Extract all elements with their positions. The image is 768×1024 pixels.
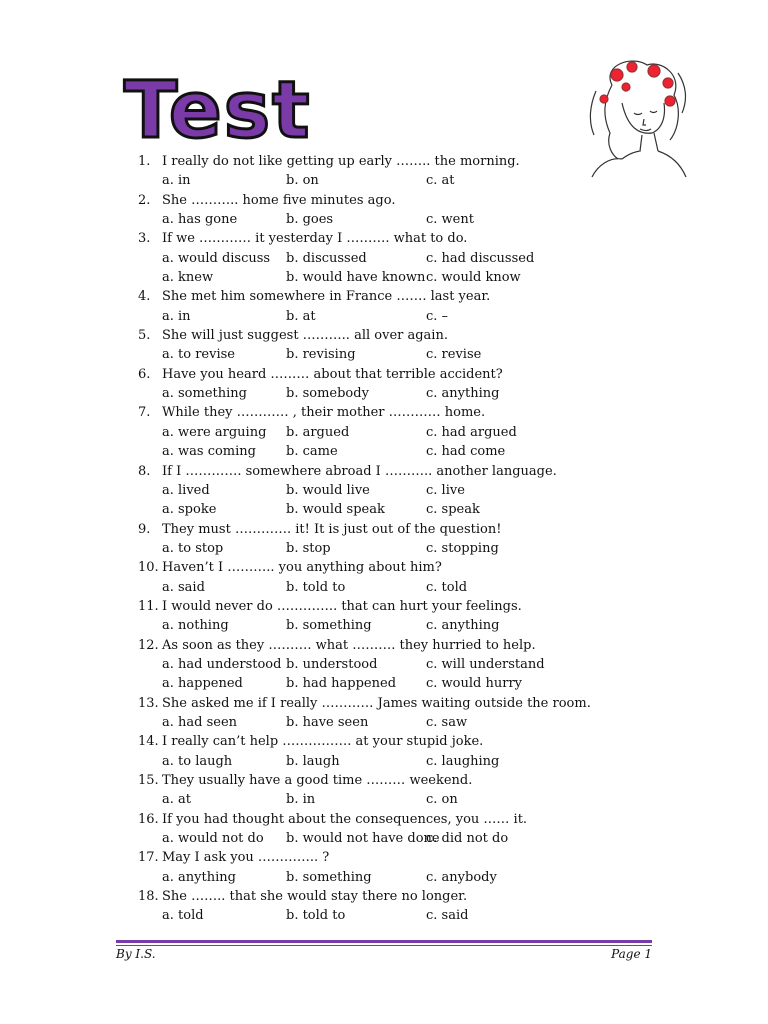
question-number: 13.: [138, 695, 159, 711]
question-item: [138, 848, 658, 887]
question-text: If I …………. somewhere abroad I ……….. another language.: [162, 463, 557, 479]
answer-option: c. revise: [426, 347, 482, 363]
answer-option: c. at: [426, 173, 455, 189]
answer-option: a. would discuss: [162, 250, 271, 266]
answer-options: [138, 674, 658, 693]
answer-option: c. had come: [426, 444, 506, 460]
answer-option: c. anything: [426, 618, 500, 634]
question-text: Haven’t I ……….. you anything about him?: [162, 560, 442, 576]
answer-option: b. in: [286, 792, 316, 808]
question-number: 5.: [138, 328, 151, 344]
answer-option: a. in: [162, 173, 191, 189]
answer-options: [138, 906, 658, 925]
answer-option: c. speak: [426, 502, 480, 518]
answer-option: a. nothing: [162, 618, 229, 634]
answer-option: c. on: [426, 792, 458, 808]
question-item: [138, 558, 658, 597]
answer-option: a. had understood: [162, 656, 282, 672]
question-item: [138, 403, 658, 461]
answer-option: b. would speak: [286, 502, 385, 518]
question-item: [138, 597, 658, 636]
answer-options: [138, 249, 658, 268]
answer-options: [138, 423, 658, 442]
question-item: [138, 694, 658, 733]
answer-option: c. live: [426, 482, 465, 498]
answer-options: [138, 752, 658, 771]
answer-options: [138, 171, 658, 190]
answer-option: b. had happened: [286, 676, 397, 692]
question-text: She met him somewhere in France ……. last year.: [162, 289, 491, 305]
question-number: 6.: [138, 366, 151, 382]
answer-option: c. went: [426, 212, 474, 228]
question-text: She asked me if I really ………… James waiting outside the room.: [162, 695, 591, 711]
question-number: 8.: [138, 463, 151, 479]
question-item: [138, 520, 658, 559]
answer-option: c. said: [426, 908, 469, 924]
answer-option: c. did not do: [426, 831, 509, 847]
answer-option: b. have seen: [286, 714, 369, 730]
question-number: 10.: [138, 560, 159, 576]
footer-page-number: Page 1: [611, 947, 652, 961]
answer-option: c. would hurry: [426, 676, 523, 692]
question-text: If you had thought about the consequences, you …… it.: [162, 811, 528, 827]
question-number: 15.: [138, 773, 159, 788]
question-number: 11.: [138, 598, 159, 614]
answer-option: c. anything: [426, 386, 500, 402]
answer-option: c. stopping: [426, 540, 499, 556]
answer-option: a. would not do: [162, 831, 264, 847]
question-item: [138, 365, 658, 404]
question-item: [138, 887, 658, 926]
question-text: They must …………. it! It is just out of the question!: [162, 521, 502, 537]
answer-option: b. stop: [286, 540, 331, 556]
answer-option: a. lived: [162, 482, 210, 498]
question-number: 4.: [138, 289, 151, 305]
answer-options: [138, 442, 658, 461]
question-item: [138, 287, 658, 326]
answer-options: [138, 307, 658, 326]
question-text: I would never do ………….. that can hurt your feelings.: [162, 598, 522, 614]
answer-option: c. would know: [426, 270, 521, 286]
answer-option: a. happened: [162, 676, 243, 692]
question-list: [138, 152, 658, 926]
answer-option: a. was coming: [162, 444, 256, 460]
answer-option: b. something: [286, 618, 372, 634]
answer-options: [138, 713, 658, 732]
page-title: Test: [124, 66, 312, 156]
question-text: As soon as they ………. what ………. they hurried to help.: [162, 637, 536, 653]
answer-option: a. at: [162, 792, 191, 808]
answer-options: [138, 616, 658, 635]
question-item: [138, 732, 658, 771]
answer-option: b. would not have done: [286, 831, 440, 847]
answer-option: b. on: [286, 173, 319, 189]
answer-option: c. anybody: [426, 869, 497, 885]
question-item: [138, 191, 658, 230]
footer-divider: [116, 940, 652, 943]
question-text: While they ………… , their mother ………… home.: [162, 405, 486, 421]
answer-options: [138, 539, 658, 558]
answer-options: [138, 578, 658, 597]
question-text: May I ask you ………….. ?: [162, 850, 330, 866]
answer-option: a. anything: [162, 869, 236, 885]
answer-option: c. laughing: [426, 753, 500, 769]
question-item: [138, 152, 658, 191]
answer-options: [138, 210, 658, 229]
question-number: 3.: [138, 231, 151, 247]
question-item: [138, 636, 658, 694]
answer-option: b. somebody: [286, 386, 369, 402]
question-text: I really can’t help ……………. at your stupid joke.: [162, 734, 484, 750]
answer-option: a. something: [162, 386, 247, 402]
answer-option: c. had discussed: [426, 250, 535, 266]
answer-option: b. came: [286, 444, 338, 460]
answer-options: [138, 790, 658, 809]
question-item: [138, 810, 658, 849]
question-text: She …….. that she would stay there no longer.: [162, 889, 468, 905]
answer-option: c. will understand: [426, 656, 545, 672]
answer-option: a. in: [162, 308, 191, 324]
answer-option: a. said: [162, 579, 205, 595]
answer-option: c. saw: [426, 714, 468, 730]
answer-option: c. told: [426, 579, 468, 595]
question-number: 7.: [138, 405, 151, 421]
answer-option: b. told to: [286, 908, 346, 924]
question-item: [138, 462, 658, 520]
answer-option: b. told to: [286, 579, 346, 595]
question-text: If we ………… it yesterday I ………. what to do.: [162, 231, 468, 247]
answer-option: b. would have known: [286, 270, 426, 286]
question-number: 18.: [138, 889, 159, 905]
question-number: 9.: [138, 521, 151, 537]
answer-option: b. discussed: [286, 250, 367, 266]
question-text: Have you heard ……… about that terrible accident?: [162, 366, 503, 382]
answer-options: [138, 384, 658, 403]
answer-option: b. goes: [286, 212, 334, 228]
question-number: 2.: [138, 192, 151, 208]
answer-option: c. –: [426, 308, 449, 324]
question-text: They usually have a good time ……… weekend.: [162, 773, 473, 788]
answer-options: [138, 268, 658, 287]
answer-option: b. understood: [286, 656, 378, 672]
answer-option: c. had argued: [426, 424, 517, 440]
answer-options: [138, 500, 658, 519]
answer-options: [138, 345, 658, 364]
question-number: 17.: [138, 850, 159, 866]
question-text: She will just suggest ……….. all over again.: [162, 328, 448, 344]
answer-options: [138, 868, 658, 887]
question-number: 1.: [138, 154, 151, 169]
answer-option: b. argued: [286, 424, 350, 440]
answer-option: a. to stop: [162, 540, 224, 556]
footer-divider-thin: [116, 945, 652, 946]
answer-option: a. to laugh: [162, 753, 233, 769]
question-text: I really do not like getting up early …….. the morning.: [162, 154, 520, 169]
answer-option: a. had seen: [162, 714, 238, 730]
answer-options: [138, 481, 658, 500]
answer-option: b. laugh: [286, 753, 340, 769]
answer-options: [138, 655, 658, 674]
question-item: [138, 326, 658, 365]
question-text: She ……….. home five minutes ago.: [162, 192, 396, 208]
question-number: 16.: [138, 811, 159, 827]
answer-option: b. at: [286, 308, 316, 324]
question-number: 14.: [138, 734, 159, 750]
answer-option: a. told: [162, 908, 204, 924]
answer-options: [138, 829, 658, 848]
answer-option: b. would live: [286, 482, 370, 498]
answer-option: a. to revise: [162, 347, 235, 363]
question-item: [138, 229, 658, 287]
answer-option: b. revising: [286, 347, 356, 363]
answer-option: a. were arguing: [162, 424, 267, 440]
question-item: [138, 771, 658, 810]
answer-option: a. spoke: [162, 502, 217, 518]
footer-author: By I.S.: [116, 947, 156, 961]
answer-option: a. knew: [162, 270, 214, 286]
answer-option: a. has gone: [162, 212, 238, 228]
answer-option: b. something: [286, 869, 372, 885]
question-number: 12.: [138, 637, 159, 653]
